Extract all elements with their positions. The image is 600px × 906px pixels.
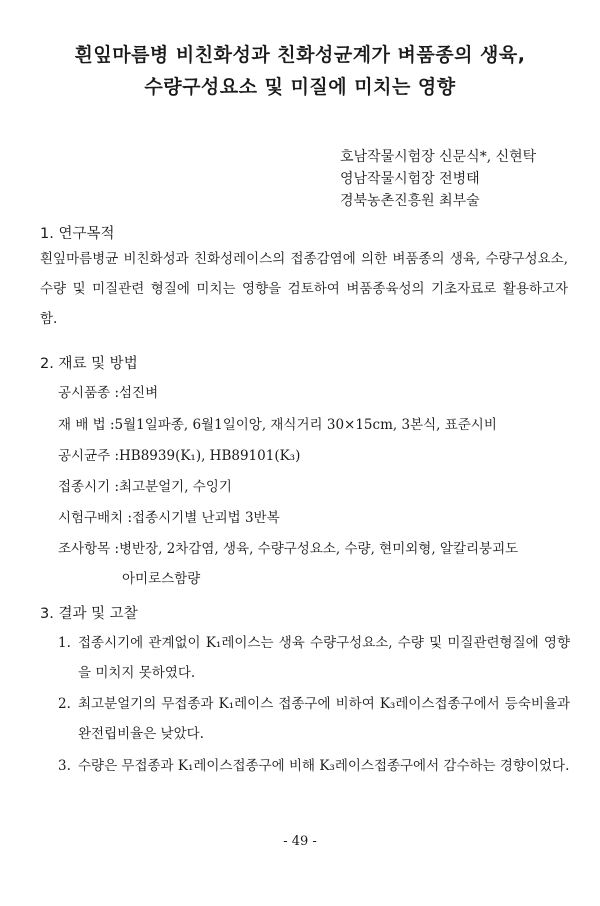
method-item-continuation: 아미로스함량 [122, 571, 201, 587]
result-item [58, 689, 570, 749]
result-text: 접종시기에 관계없이 K₁레이스는 생육 수량구성요소, 수량 및 미질관련형질에 영향을 미치지 못하였다. [78, 635, 570, 681]
result-text: 수량은 무접종과 K₁레이스접종구에 비해 K₃레이스접종구에서 감수하는 경향이었다. [78, 758, 570, 774]
method-label: 공시품종 : [58, 385, 120, 401]
method-label: 공시균주 : [58, 448, 120, 464]
method-label: 조사항목 : [58, 541, 120, 557]
result-item [58, 628, 570, 688]
page-number: - 49 - [283, 834, 317, 849]
section-3-heading: 3. 결과 및 고찰 [40, 606, 138, 622]
method-value: HB8939(K₁), HB89101(K₃) [119, 448, 301, 464]
result-number: 2. [58, 696, 71, 712]
paper-title-line-1: 흰잎마름병 비친화성과 친화성균계가 벼품종의 생육, [74, 44, 526, 66]
section-2-heading: 2. 재료 및 방법 [40, 356, 138, 372]
author-line: 영남작물시험장 전병태 [340, 171, 480, 187]
result-item [58, 751, 570, 781]
section-1-text: 흰잎마름병균 비친화성과 친화성레이스의 접종감염에 의한 벼품종의 생육, 수량구성요소, 수량 및 미질관련 형질에 미치는 영향을 검토하여 벼품종육성의 기초자료로 활용하고자 함. [40, 251, 568, 327]
method-label: 접종시기 : [58, 479, 120, 495]
author-line: 경북농촌진흥원 최부술 [340, 193, 480, 209]
method-item [58, 475, 232, 495]
result-number: 1. [58, 635, 71, 651]
method-item [58, 444, 300, 464]
method-item [58, 506, 280, 526]
method-item [58, 413, 497, 433]
method-label: 시험구배치 : [58, 510, 133, 526]
result-number: 3. [58, 758, 71, 774]
method-value: 병반장, 2차감염, 생육, 수량구성요소, 수량, 현미외형, 알칼리붕괴도 [119, 541, 519, 557]
method-item [58, 537, 518, 557]
method-value: 최고분얼기, 수잉기 [119, 479, 232, 495]
section-1-heading: 1. 연구목적 [40, 226, 115, 242]
author-affiliations [340, 146, 536, 212]
result-text: 최고분얼기의 무접종과 K₁레이스 접종구에 비하여 K₃레이스접종구에서 등숙비율과 완전립비율은 낮았다. [78, 696, 570, 742]
paper-title-line-2: 수량구성요소 및 미질에 미치는 영향 [144, 76, 456, 98]
method-value: 5월1일파종, 6월1일이앙, 재식거리 30×15cm, 3본식, 표준시비 [114, 417, 497, 433]
method-item [58, 381, 158, 401]
author-line: 호남작물시험장 신문식*, 신현탁 [340, 149, 537, 165]
method-value: 섬진벼 [119, 385, 159, 401]
method-value: 접종시기별 난괴법 3반복 [132, 510, 280, 526]
method-label: 재 배 법 : [58, 417, 115, 433]
